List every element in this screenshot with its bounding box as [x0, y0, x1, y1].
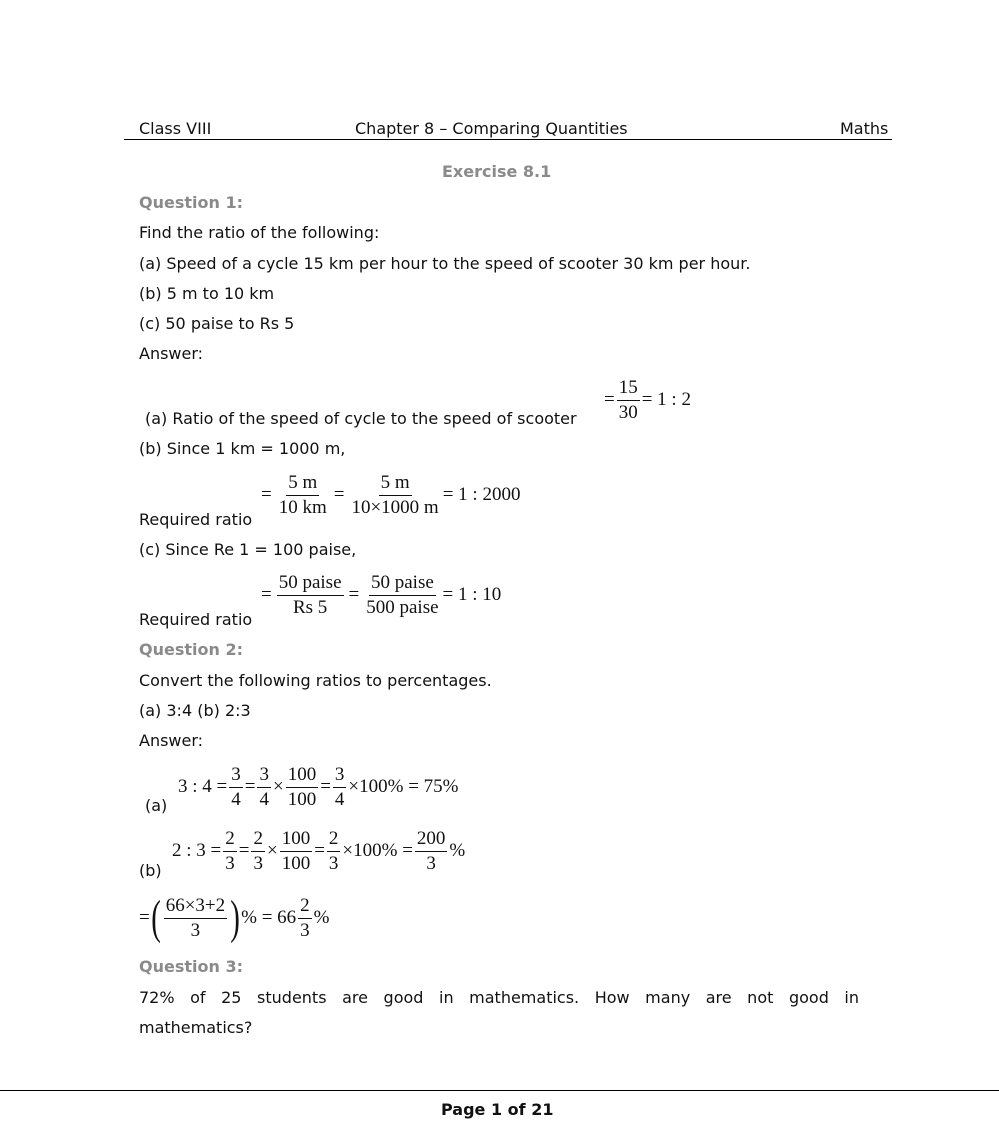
- denominator: Rs 5: [292, 596, 328, 618]
- numerator: 2: [251, 828, 265, 852]
- eq-sign: =: [314, 840, 325, 861]
- exercise-title: Exercise 8.1: [442, 162, 552, 181]
- denominator: 3: [225, 852, 235, 874]
- fraction: [617, 377, 640, 424]
- denominator: 10 km: [278, 496, 327, 518]
- q1-answer-c-equation: [258, 569, 501, 621]
- fraction: [257, 764, 271, 811]
- denominator: 3: [190, 919, 201, 941]
- times-sign: ×: [266, 840, 278, 861]
- result: = 1 : 10: [442, 584, 502, 605]
- header-rule: [124, 139, 892, 140]
- eq-sign: =: [320, 776, 331, 797]
- question-1-part-b: (b) 5 m to 10 km: [139, 284, 275, 303]
- question-3-line-1: 72% of 25 students are good in mathematics. How many are not good in: [139, 988, 859, 1007]
- question-1-part-a: (a) Speed of a cycle 15 km per hour to the speed of scooter 30 km per hour.: [139, 254, 751, 273]
- numerator: 50 paise: [369, 572, 436, 596]
- numerator: 5 m: [379, 472, 412, 496]
- fraction: [286, 764, 319, 811]
- eq-sign: =: [261, 484, 272, 505]
- numerator: 100: [286, 764, 319, 788]
- eq-sign: =: [261, 584, 272, 605]
- numerator: 2: [223, 828, 237, 852]
- question-2-parts: (a) 3:4 (b) 2:3: [139, 701, 251, 720]
- fraction: [277, 572, 344, 619]
- q1-answer-a-equation: [604, 375, 691, 425]
- numerator: 2: [327, 828, 341, 852]
- question-1-prompt: Find the ratio of the following:: [139, 223, 380, 242]
- question-2-answer-label: Answer:: [139, 731, 204, 750]
- question-3-line-2: mathematics?: [139, 1018, 253, 1037]
- eq-sign: =: [604, 389, 615, 410]
- q1-answer-b-text: (b) Since 1 km = 1000 m,: [139, 439, 346, 458]
- result: = 1 : 2: [641, 389, 691, 410]
- numerator: 50 paise: [277, 572, 344, 596]
- question-2-prompt: Convert the following ratios to percentages.: [139, 671, 492, 690]
- question-2-heading: Question 2:: [139, 640, 243, 659]
- q2-equation-b: [172, 826, 465, 876]
- mid: % = 66: [241, 907, 297, 928]
- q2-label-b: (b): [139, 861, 162, 880]
- denominator: 4: [334, 788, 345, 810]
- denominator: 4: [259, 788, 269, 810]
- denominator: 100: [287, 788, 317, 810]
- header-subject: Maths: [840, 119, 889, 138]
- tail: ×100% = 75%: [348, 776, 459, 797]
- lead: 2 : 3 =: [172, 840, 222, 861]
- denominator: 500 paise: [366, 596, 439, 618]
- result: = 1 : 2000: [442, 484, 521, 505]
- page-number: Page 1 of 21: [441, 1100, 554, 1119]
- header-chapter: Chapter 8 – Comparing Quantities: [355, 119, 628, 138]
- fraction: [298, 895, 312, 942]
- denominator: 3: [328, 852, 339, 874]
- question-1-heading: Question 1:: [139, 193, 243, 212]
- fraction: [164, 895, 227, 942]
- fraction: [327, 828, 341, 875]
- q2-label-a: (a): [145, 796, 168, 815]
- fraction: [415, 828, 448, 875]
- fraction: [333, 764, 347, 811]
- eq-sign: =: [348, 584, 360, 605]
- numerator: 66×3+2: [164, 895, 227, 919]
- denominator: 10×1000 m: [351, 496, 439, 518]
- numerator: 15: [617, 377, 640, 401]
- left-paren: (: [150, 891, 161, 944]
- numerator: 3: [257, 764, 271, 788]
- eq-sign: =: [139, 907, 150, 928]
- eq-sign: =: [238, 840, 250, 861]
- eq-sign: =: [244, 776, 256, 797]
- fraction: [229, 764, 243, 811]
- q2-equation-a: [178, 762, 459, 812]
- times-sign: ×: [272, 776, 284, 797]
- footer-rule: [0, 1090, 999, 1091]
- q1-answer-b-equation: [258, 469, 520, 521]
- q1-answer-c-text: (c) Since Re 1 = 100 paise,: [139, 540, 357, 559]
- q1-answer-c-label: Required ratio: [139, 610, 253, 629]
- numerator: 200: [415, 828, 448, 852]
- denominator: 3: [300, 919, 310, 941]
- fraction: [364, 572, 440, 619]
- denominator: 100: [281, 852, 311, 874]
- question-1-part-c: (c) 50 paise to Rs 5: [139, 314, 295, 333]
- question-1-answer-label: Answer:: [139, 344, 204, 363]
- percent-sign: %: [449, 840, 466, 861]
- q2-equation-c: [139, 891, 330, 945]
- fraction: [277, 472, 329, 519]
- fraction: [251, 828, 265, 875]
- numerator: 3: [333, 764, 347, 788]
- fraction: [349, 472, 440, 519]
- denominator: 3: [426, 852, 436, 874]
- numerator: 2: [298, 895, 312, 919]
- percent-sign: %: [313, 907, 330, 928]
- denominator: 4: [231, 788, 241, 810]
- lead: 3 : 4 =: [178, 776, 228, 797]
- denominator: 3: [253, 852, 263, 874]
- q1-answer-a-text: (a) Ratio of the speed of cycle to the speed of scooter: [145, 409, 577, 428]
- right-paren: ): [230, 891, 240, 944]
- denominator: 30: [618, 401, 638, 423]
- numerator: 3: [229, 764, 243, 788]
- question-3-heading: Question 3:: [139, 957, 243, 976]
- numerator: 5 m: [286, 472, 319, 496]
- fraction: [223, 828, 237, 875]
- q1-answer-b-label: Required ratio: [139, 510, 253, 529]
- tail: ×100% =: [342, 840, 413, 861]
- fraction: [280, 828, 313, 875]
- eq-sign: =: [333, 484, 345, 505]
- header-class: Class VIII: [139, 119, 212, 138]
- numerator: 100: [280, 828, 313, 852]
